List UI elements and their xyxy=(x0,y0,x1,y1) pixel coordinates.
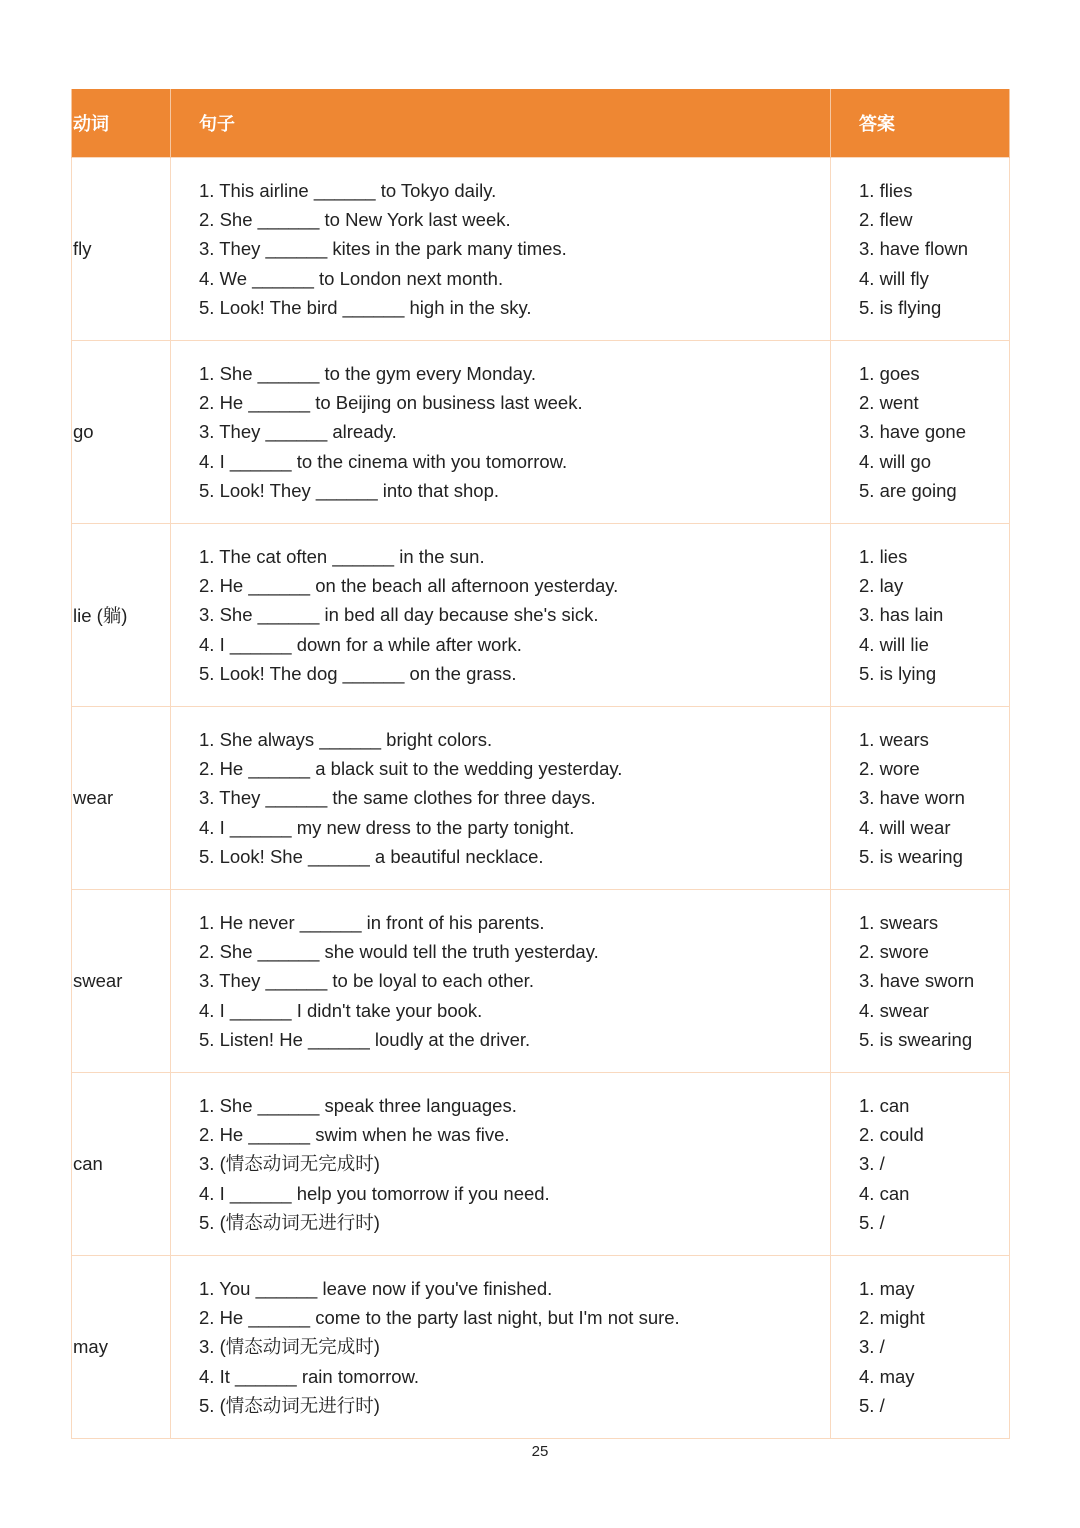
answer-line: 1. lies xyxy=(859,546,908,568)
answer-line: 4. swear xyxy=(859,999,929,1021)
header-answer: 答案 xyxy=(831,89,1010,158)
sentence-line: 5. (情态动词无进行时) xyxy=(199,1211,380,1233)
verb-cell: may xyxy=(72,1256,171,1439)
sentence-line: 3. (情态动词无完成时) xyxy=(199,1153,380,1175)
sentence-line: 4. It ______ rain tomorrow. xyxy=(199,1365,420,1387)
sentence-line: 3. They ______ to be loyal to each other. xyxy=(199,970,534,992)
sentence-line: 3. They ______ the same clothes for three days. xyxy=(199,787,596,809)
sentence-line: 4. I ______ to the cinema with you tomorrow. xyxy=(199,450,568,472)
table-row xyxy=(72,341,1010,524)
exercise-table xyxy=(71,89,1010,1439)
table-row xyxy=(72,1256,1010,1439)
sentence-line: 2. He ______ on the beach all afternoon yesterday. xyxy=(199,575,619,597)
answer-line: 2. swore xyxy=(859,941,929,963)
sentence-line: 2. She ______ to New York last week. xyxy=(199,209,511,231)
answer-line: 5. are going xyxy=(859,479,957,501)
answer-line: 4. can xyxy=(859,1182,910,1204)
answer-line: 5. / xyxy=(859,1394,885,1416)
sentence-line: 4. We ______ to London next month. xyxy=(199,267,504,289)
sentence-line: 2. He ______ to Beijing on business last week. xyxy=(199,392,583,414)
sentence-cell xyxy=(171,158,831,341)
answer-line: 4. will wear xyxy=(859,816,951,838)
answer-line: 3. have sworn xyxy=(859,970,975,992)
sentence-cell xyxy=(171,890,831,1073)
sentence-line: 1. The cat often ______ in the sun. xyxy=(199,546,485,568)
answer-line: 4. will fly xyxy=(859,267,929,289)
verb-cell: fly xyxy=(72,158,171,341)
verb-cell: go xyxy=(72,341,171,524)
sentence-line: 1. She ______ to the gym every Monday. xyxy=(199,363,536,385)
sentence-line: 5. Look! They ______ into that shop. xyxy=(199,479,499,501)
answer-line: 3. have flown xyxy=(859,238,969,260)
sentence-cell xyxy=(171,707,831,890)
sentence-line: 4. I ______ I didn't take your book. xyxy=(199,999,483,1021)
answer-line: 3. / xyxy=(859,1153,885,1175)
sentence-line: 5. Listen! He ______ loudly at the driver. xyxy=(199,1028,531,1050)
answer-line: 4. will go xyxy=(859,450,931,472)
answer-line: 1. flies xyxy=(859,180,913,202)
answer-line: 5. / xyxy=(859,1211,885,1233)
answer-cell xyxy=(831,341,1010,524)
sentence-cell xyxy=(171,524,831,707)
answer-line: 4. will lie xyxy=(859,633,929,655)
answer-cell xyxy=(831,1073,1010,1256)
page-number: 25 xyxy=(531,1443,549,1460)
header-row xyxy=(72,89,1010,158)
sentence-line: 4. I ______ help you tomorrow if you need. xyxy=(199,1182,550,1204)
answer-line: 3. have worn xyxy=(859,787,965,809)
answer-line: 2. might xyxy=(859,1307,925,1329)
answer-line: 2. wore xyxy=(859,758,920,780)
sentence-cell xyxy=(171,341,831,524)
table-row xyxy=(72,707,1010,890)
answer-line: 5. is lying xyxy=(859,662,937,684)
answer-cell xyxy=(831,707,1010,890)
answer-line: 2. went xyxy=(859,392,919,414)
answer-line: 3. have gone xyxy=(859,421,966,443)
answer-line: 5. is flying xyxy=(859,296,942,318)
verb-cell: can xyxy=(72,1073,171,1256)
sentence-line: 3. She ______ in bed all day because she's sick. xyxy=(199,604,599,626)
header-sentence: 句子 xyxy=(171,89,831,158)
sentence-line: 3. They ______ kites in the park many times. xyxy=(199,238,567,260)
answer-cell xyxy=(831,158,1010,341)
sentence-line: 1. This airline ______ to Tokyo daily. xyxy=(199,180,497,202)
answer-line: 2. lay xyxy=(859,575,904,597)
sentence-line: 2. He ______ come to the party last night, but I'm not sure. xyxy=(199,1307,680,1329)
answer-line: 5. is swearing xyxy=(859,1028,973,1050)
sentence-line: 5. Look! The bird ______ high in the sky. xyxy=(199,296,532,318)
sentence-line: 1. He never ______ in front of his parents. xyxy=(199,912,545,934)
sentence-line: 2. He ______ a black suit to the wedding yesterday. xyxy=(199,758,623,780)
verb-tense-table xyxy=(71,89,1009,1439)
answer-cell xyxy=(831,524,1010,707)
table-row xyxy=(72,890,1010,1073)
answer-cell xyxy=(831,890,1010,1073)
table-row xyxy=(72,158,1010,341)
sentence-cell xyxy=(171,1256,831,1439)
answer-line: 1. swears xyxy=(859,912,939,934)
sentence-line: 1. You ______ leave now if you've finished. xyxy=(199,1278,553,1300)
verb-cell: wear xyxy=(72,707,171,890)
sentence-line: 2. He ______ swim when he was five. xyxy=(199,1124,510,1146)
header-verb: 动词 xyxy=(72,89,171,158)
answer-line: 1. goes xyxy=(859,363,920,385)
answer-line: 1. can xyxy=(859,1095,910,1117)
verb-cell: swear xyxy=(72,890,171,1073)
sentence-line: 1. She always ______ bright colors. xyxy=(199,729,493,751)
sentence-line: 4. I ______ down for a while after work. xyxy=(199,633,522,655)
answer-line: 5. is wearing xyxy=(859,845,963,867)
answer-line: 2. flew xyxy=(859,209,913,231)
answer-line: 3. has lain xyxy=(859,604,944,626)
sentence-line: 5. Look! The dog ______ on the grass. xyxy=(199,662,517,684)
answer-line: 4. may xyxy=(859,1365,915,1387)
sentence-line: 3. They ______ already. xyxy=(199,421,397,443)
sentence-line: 3. (情态动词无完成时) xyxy=(199,1336,380,1358)
sentence-line: 4. I ______ my new dress to the party tonight. xyxy=(199,816,575,838)
sentence-line: 2. She ______ she would tell the truth yesterday. xyxy=(199,941,599,963)
sentence-line: 1. She ______ speak three languages. xyxy=(199,1095,517,1117)
table-row xyxy=(72,1073,1010,1256)
sentence-cell xyxy=(171,1073,831,1256)
answer-cell xyxy=(831,1256,1010,1439)
answer-line: 1. wears xyxy=(859,729,929,751)
verb-cell: lie (躺) xyxy=(72,524,171,707)
answer-line: 1. may xyxy=(859,1278,915,1300)
sentence-line: 5. (情态动词无进行时) xyxy=(199,1394,380,1416)
answer-line: 2. could xyxy=(859,1124,924,1146)
table-row xyxy=(72,524,1010,707)
answer-line: 3. / xyxy=(859,1336,885,1358)
sentence-line: 5. Look! She ______ a beautiful necklace. xyxy=(199,845,544,867)
